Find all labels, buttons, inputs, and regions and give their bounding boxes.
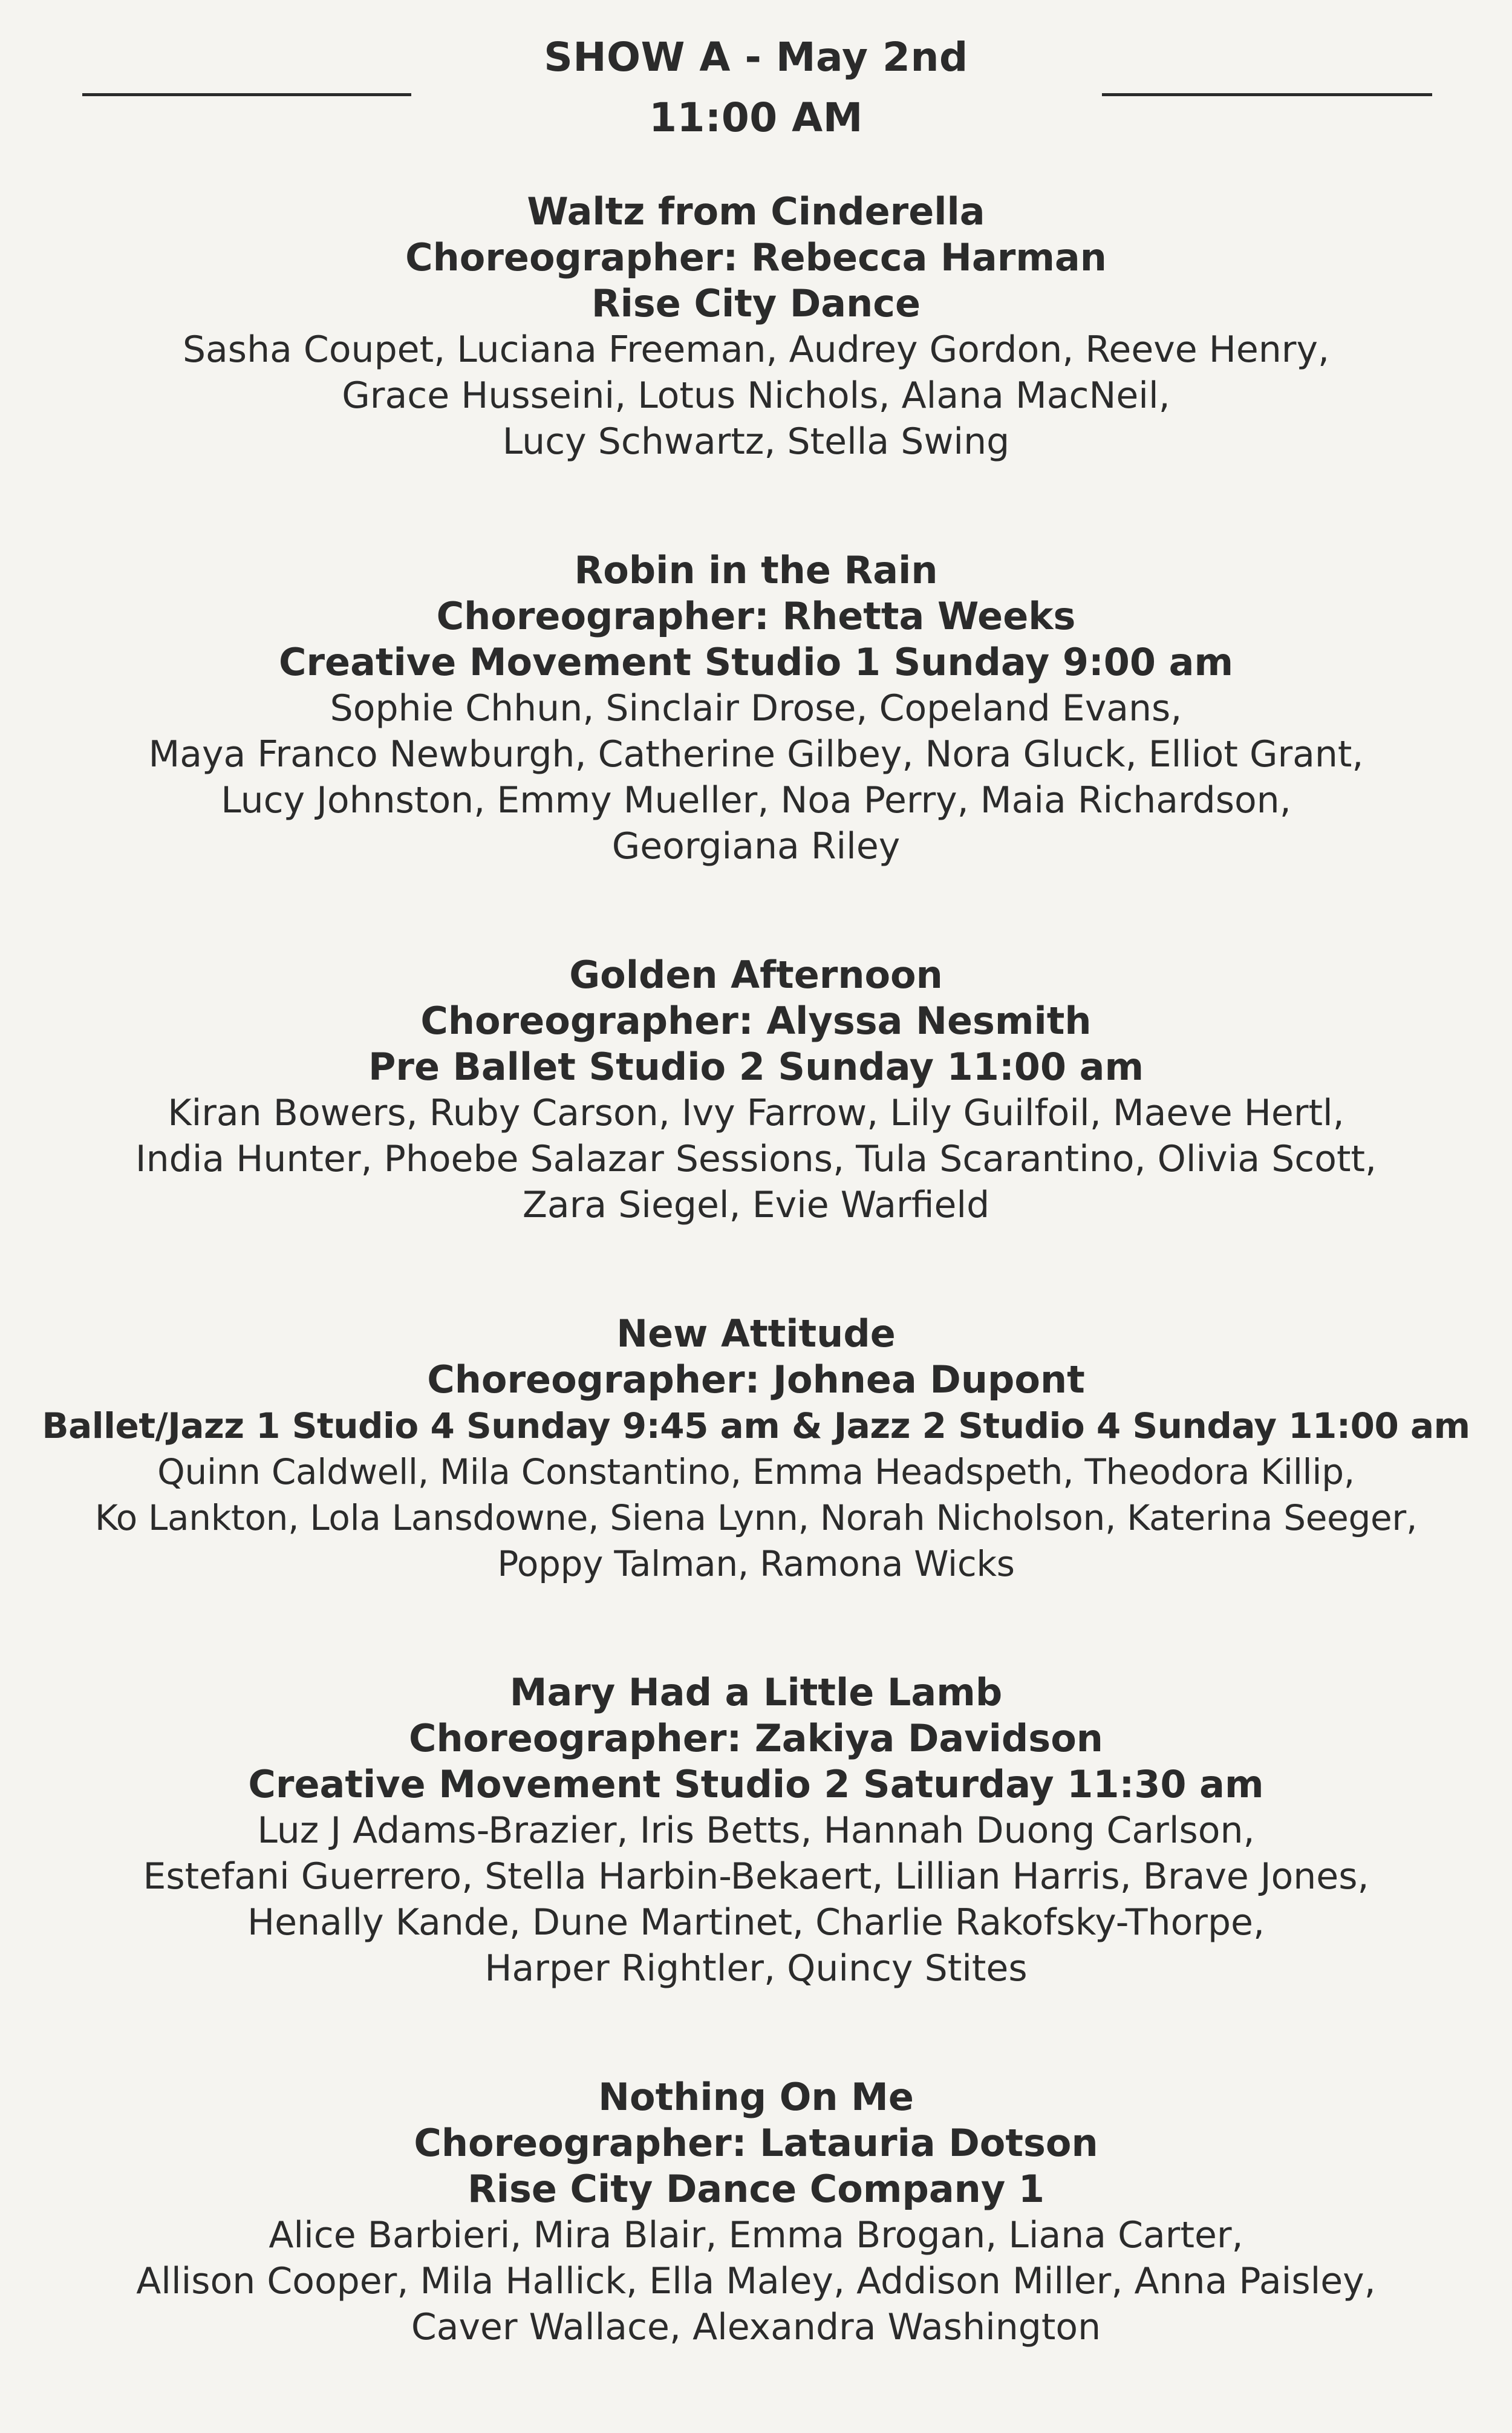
- dancer-line: Allison Cooper, Mila Hallick, Ella Maley, Addison Miller, Anna Paisley,: [136, 2260, 1376, 2302]
- dancer-line: Grace Husseini, Lotus Nichols, Alana MacNeil,: [342, 374, 1170, 417]
- dancer-line: Caver Wallace, Alexandra Washington: [411, 2306, 1101, 2348]
- piece-class: Ballet/Jazz 1 Studio 4 Sunday 9:45 am & Jazz 2 Studio 4 Sunday 11:00 am: [42, 1405, 1470, 1446]
- dancer-line: Maya Franco Newburgh, Catherine Gilbey, Nora Gluck, Elliot Grant,: [148, 733, 1364, 776]
- piece-title: Waltz from Cinderella: [527, 189, 985, 234]
- piece-title: Robin in the Rain: [574, 548, 938, 592]
- piece-nothing-on-me: [0, 2074, 1512, 2350]
- show-title: SHOW A - May 2nd: [544, 34, 968, 80]
- dancer-line: India Hunter, Phoebe Salazar Sessions, Tula Scarantino, Olivia Scott,: [135, 1138, 1377, 1180]
- dancer-line: Quinn Caldwell, Mila Constantino, Emma Headspeth, Theodora Killip,: [157, 1451, 1355, 1492]
- piece-new-attitude: [0, 1311, 1512, 1587]
- dancer-list: [0, 1808, 1512, 1991]
- pieces-list: [0, 189, 1512, 2433]
- dancer-line: Harper Rightler, Quincy Stites: [484, 1947, 1028, 1990]
- dancer-line: Alice Barbieri, Mira Blair, Emma Brogan, Liana Carter,: [269, 2214, 1243, 2256]
- piece-class: Creative Movement Studio 1 Sunday 9:00 am: [278, 640, 1234, 684]
- piece-title: Mary Had a Little Lamb: [509, 1670, 1003, 1714]
- dancer-line: Lucy Schwartz, Stella Swing: [502, 420, 1010, 463]
- dancer-line: Georgiana Riley: [611, 825, 901, 867]
- piece-robin-in-the-rain: [0, 547, 1512, 869]
- dancer-line: Henally Kande, Dune Martinet, Charlie Rakofsky-Thorpe,: [247, 1901, 1265, 1944]
- dancer-line: Zara Siegel, Evie Warfield: [522, 1184, 990, 1226]
- piece-class: Pre Ballet Studio 2 Sunday 11:00 am: [368, 1045, 1144, 1089]
- dancer-list: [0, 2212, 1512, 2350]
- piece-mary-had-a-little-lamb: [0, 1670, 1512, 1991]
- piece-title: Nothing On Me: [598, 2075, 914, 2119]
- piece-class: Creative Movement Studio 2 Saturday 11:30 am: [248, 1762, 1264, 1806]
- piece-choreographer: Choreographer: Latauria Dotson: [414, 2121, 1098, 2165]
- dancer-list: [0, 1090, 1512, 1228]
- dancer-line: Lucy Johnston, Emmy Mueller, Noa Perry, Maia Richardson,: [221, 779, 1291, 821]
- dancer-line: Kiran Bowers, Ruby Carson, Ivy Farrow, Lily Guilfoil, Maeve Hertl,: [168, 1092, 1344, 1134]
- dancer-list: [0, 685, 1512, 869]
- piece-title: Golden Afternoon: [569, 953, 943, 997]
- show-header: [0, 30, 1512, 157]
- dancer-list: [0, 1449, 1512, 1587]
- dancer-line: Sasha Coupet, Luciana Freeman, Audrey Gordon, Reeve Henry,: [182, 328, 1330, 371]
- piece-waltz-from-cinderella: [0, 189, 1512, 465]
- dancer-list: [0, 327, 1512, 465]
- dancer-line: Ko Lankton, Lola Lansdowne, Siena Lynn, Norah Nicholson, Katerina Seeger,: [94, 1497, 1418, 1538]
- dancer-line: Sophie Chhun, Sinclair Drose, Copeland Evans,: [330, 687, 1182, 730]
- piece-choreographer: Choreographer: Johnea Dupont: [427, 1357, 1085, 1402]
- piece-choreographer: Choreographer: Rhetta Weeks: [436, 594, 1076, 638]
- piece-choreographer: Choreographer: Zakiya Davidson: [409, 1716, 1103, 1760]
- piece-class: Rise City Dance: [591, 281, 921, 325]
- piece-class: Rise City Dance Company 1: [468, 2167, 1044, 2211]
- dancer-line: Luz J Adams-Brazier, Iris Betts, Hannah Duong Carlson,: [257, 1809, 1255, 1852]
- dancer-line: Poppy Talman, Ramona Wicks: [497, 1543, 1015, 1584]
- piece-choreographer: Choreographer: Rebecca Harman: [405, 235, 1107, 279]
- show-time: 11:00 AM: [649, 94, 863, 141]
- piece-title: New Attitude: [616, 1311, 896, 1356]
- piece-choreographer: Choreographer: Alyssa Nesmith: [420, 999, 1092, 1043]
- piece-golden-afternoon: [0, 952, 1512, 1228]
- dancer-line: Estefani Guerrero, Stella Harbin-Bekaert, Lillian Harris, Brave Jones,: [143, 1855, 1369, 1898]
